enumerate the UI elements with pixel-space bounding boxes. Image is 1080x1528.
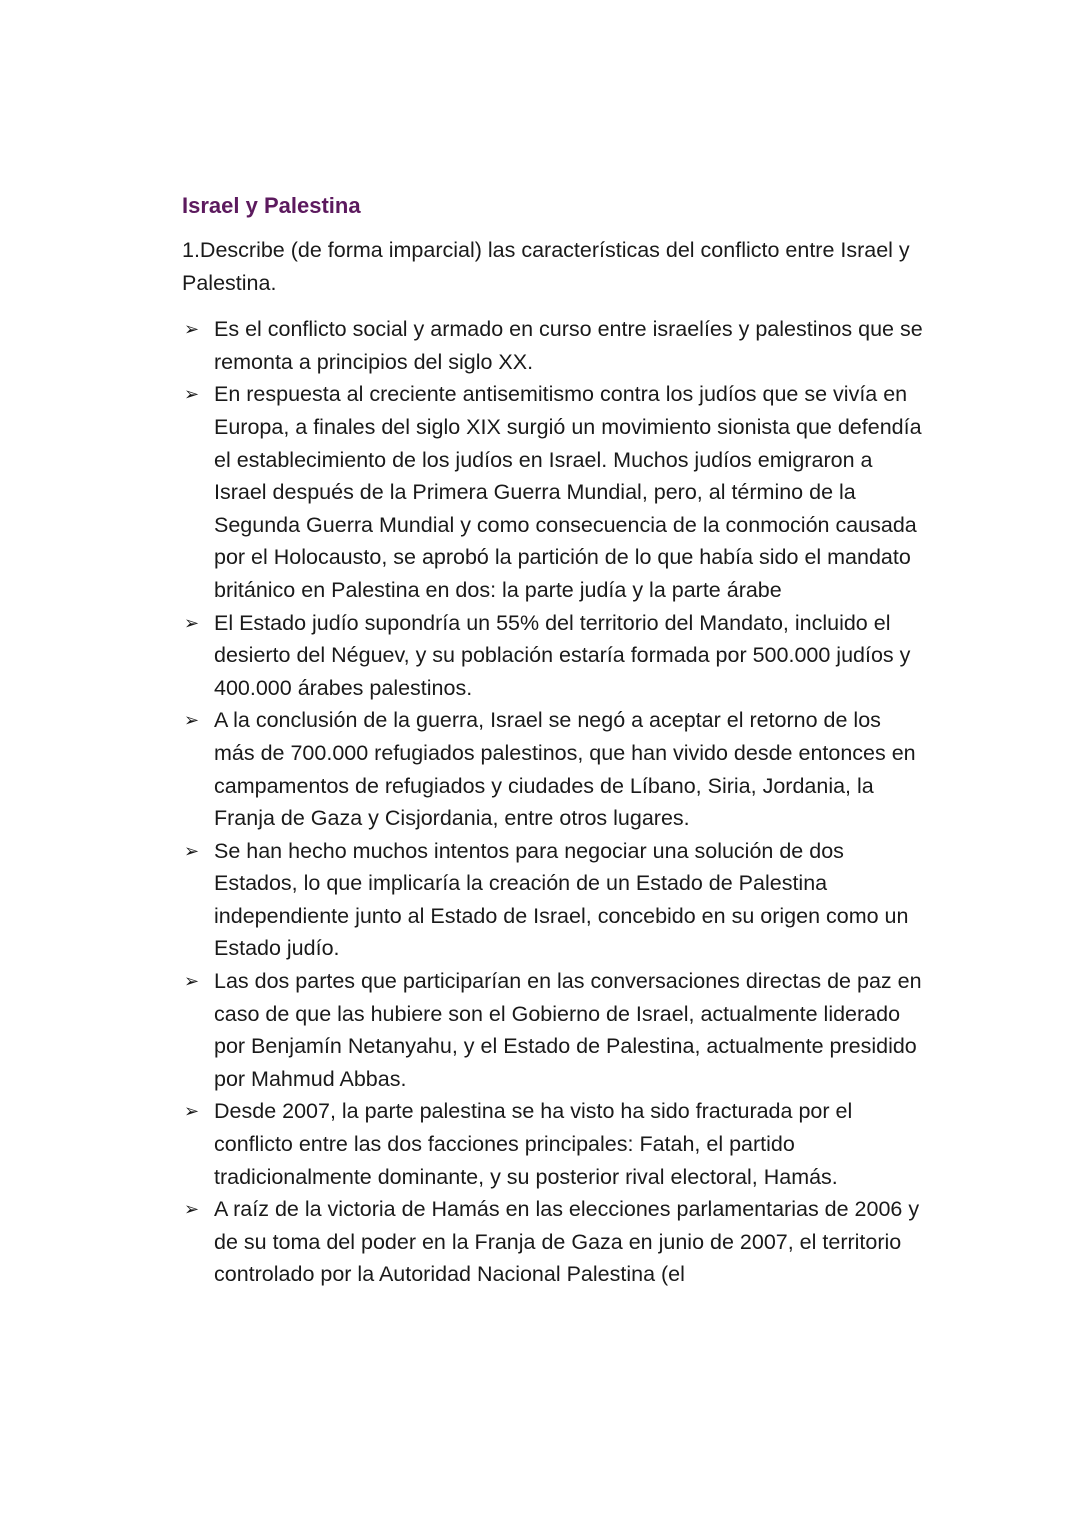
question-text: 1.Describe (de forma imparcial) las características del conflicto entre Israel y Palestina. — [182, 238, 910, 295]
list-item — [182, 835, 927, 965]
list-item — [182, 965, 927, 1095]
list-item-text: A raíz de la victoria de Hamás en las elecciones parlamentarias de 2006 y de su toma del poder en la Franja de Gaza en junio de 2007, el territorio controlado por la Autoridad Nacional Palestina (el — [214, 1197, 920, 1287]
list-item-text: El Estado judío supondría un 55% del territorio del Mandato, incluido el desierto del Néguev, y su población estaría formada por 500.000 judíos y 400.000 árabes palestinos. — [214, 610, 911, 700]
list-item — [182, 607, 927, 705]
arrow-bullet-icon: ➢ — [184, 1199, 200, 1220]
list-item — [182, 704, 927, 834]
bullet-list — [182, 313, 927, 1291]
list-item — [182, 378, 927, 606]
list-item-text: Las dos partes que participarían en las conversaciones directas de paz en caso de que las hubiere son el Gobierno de Israel, actualmente liderado por Benjamín Netanyahu, y el Estado de Palestina, actualmente presidido por Mahmud Abbas. — [214, 969, 922, 1091]
arrow-bullet-icon: ➢ — [184, 840, 200, 861]
page-title: Israel y Palestina — [182, 193, 361, 218]
list-item-text: A la conclusión de la guerra, Israel se negó a aceptar el retorno de los más de 700.000 refugiados palestinos, que han vivido desde entonces en campamentos de refugiados y ciudades de Líbano, Siria, Jordania, la Franja de Gaza y Cisjordania, entre otros lugares. — [214, 708, 916, 831]
list-item-text: Es el conflicto social y armado en curso entre israelíes y palestinos que se remonta a principios del siglo XX. — [214, 317, 923, 374]
arrow-bullet-icon: ➢ — [184, 1101, 200, 1122]
list-item — [182, 1193, 927, 1291]
list-item-text: En respuesta al creciente antisemitismo contra los judíos que se vivía en Europa, a finales del siglo XIX surgió un movimiento sionista que defendía el establecimiento de los judíos en Israel. Muchos judíos emigraron a Israel después de la Primera Guerra Mundial, pero, al término de la Segunda Guerra Mundial y como consecuencia de la conmoción causada por el Holocausto, se aprobó la partición de lo que había sido el mandato británico en Palestina en dos: la parte judía y la parte árabe — [214, 382, 922, 602]
arrow-bullet-icon: ➢ — [184, 612, 200, 633]
list-item — [182, 1095, 927, 1193]
list-item-text: Desde 2007, la parte palestina se ha visto ha sido fracturada por el conflicto entre las dos facciones principales: Fatah, el partido tradicionalmente dominante, y su posterior rival electoral, Hamás. — [214, 1099, 853, 1189]
arrow-bullet-icon: ➢ — [184, 710, 200, 731]
list-item — [182, 313, 927, 378]
arrow-bullet-icon: ➢ — [184, 384, 200, 405]
arrow-bullet-icon: ➢ — [184, 971, 200, 992]
list-item-text: Se han hecho muchos intentos para negociar una solución de dos Estados, lo que implicaría la creación de un Estado de Palestina independiente junto al Estado de Israel, concebido en su origen como un Estado judío. — [214, 838, 909, 961]
document-content — [182, 190, 927, 1291]
arrow-bullet-icon: ➢ — [184, 319, 200, 340]
